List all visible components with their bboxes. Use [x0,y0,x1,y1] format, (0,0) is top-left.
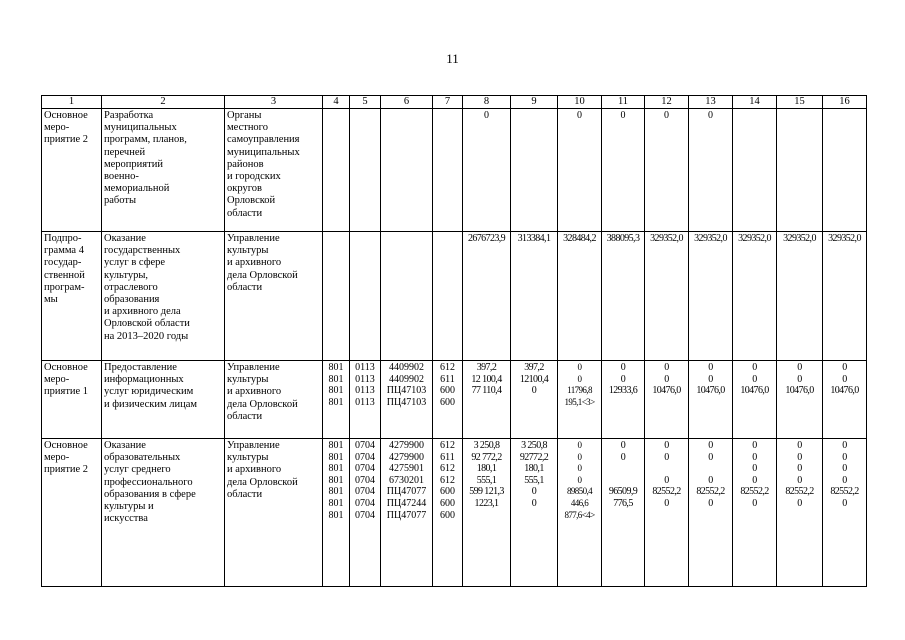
table-cell: 0704 0704 0704 0704 0704 0704 0704 [350,439,381,587]
table-cell: 612 611 612 612 600 600 600 [433,439,463,587]
table-cell: 328484,2 [558,232,602,361]
column-header: 14 [733,96,777,109]
column-header: 2 [102,96,225,109]
table-cell: 801 801 801 801 801 801 801 [323,439,350,587]
table-cell: 329352,0 [645,232,689,361]
table-cell: 397,2 12 100,4 77 110,4 [463,361,511,439]
page-number: 11 [446,51,459,66]
table-cell: 612 611 600 600 [433,361,463,439]
row-type-cell: Основное меро- приятие 2 [42,439,102,587]
table-cell: 0 0 0 0 82552,2 0 [733,439,777,587]
column-header: 10 [558,96,602,109]
table-cell: 0 0 11796,8 195,1<3> [558,361,602,439]
table-cell [433,109,463,232]
row-executor-cell: Управление культуры и архивного дела Орловской области [225,361,323,439]
table-cell: 0 0 10476,0 [777,361,823,439]
column-header: 16 [823,96,867,109]
table-cell: 329352,0 [823,232,867,361]
column-header: 13 [689,96,733,109]
budget-table [41,95,867,587]
row-title-cell: Предоставление информационных услуг юридическим и физическим лицам [102,361,225,439]
table-cell: 4409902 4409902 ПЦ47103 ПЦ47103 [381,361,433,439]
table-row [42,361,867,439]
table-cell: 0 0 0 0 82552,2 0 [777,439,823,587]
column-header: 8 [463,96,511,109]
row-executor-cell: Управление культуры и архивного дела Орловской области [225,232,323,361]
row-title-cell: Разработка муниципальных программ, планов, перечней мероприятий военно- мемориальной работы [102,109,225,232]
table-cell: 329352,0 [733,232,777,361]
table-cell: 3 250,8 92772,2 180,1 555,1 0 0 [511,439,558,587]
table-cell: 0 0 96509,9 776,5 [602,439,645,587]
header-row [42,96,867,109]
column-header: 11 [602,96,645,109]
table-cell: 313384,1 [511,232,558,361]
column-header: 5 [350,96,381,109]
table-cell [350,232,381,361]
table-row [42,109,867,232]
table-cell: 388095,3 [602,232,645,361]
table-cell: 3 250,8 92 772,2 180,1 555,1 599 121,3 1223,1 [463,439,511,587]
table-cell [381,232,433,361]
table-cell: 0 0 10476,0 [689,361,733,439]
column-header: 12 [645,96,689,109]
table-cell: 0 [602,109,645,232]
table-cell [823,109,867,232]
table-cell: 0 0 0 0 89850,4 446,6 877,6<4> [558,439,602,587]
column-header: 3 [225,96,323,109]
column-header: 6 [381,96,433,109]
column-header: 9 [511,96,558,109]
table-cell: 4279900 4279900 4275901 6730201 ПЦ47077 ПЦ47244 ПЦ47077 [381,439,433,587]
row-type-cell: Основное меро- приятие 2 [42,109,102,232]
table-cell: 0 0 10476,0 [645,361,689,439]
column-header: 4 [323,96,350,109]
column-header: 1 [42,96,102,109]
table-cell: 0 [558,109,602,232]
row-title-cell: Оказание образовательных услуг среднего профессионального образования в сфере культуры и искусства [102,439,225,587]
table-cell: 0 0 0 0 82552,2 0 [823,439,867,587]
table-cell: 397,2 12100,4 0 [511,361,558,439]
table-cell [350,109,381,232]
table-cell: 329352,0 [689,232,733,361]
row-executor-cell: Органы местного самоуправления муниципальных районов и городских округов Орловской области [225,109,323,232]
table-cell [511,109,558,232]
table-cell: 0 0 0 82552,2 0 [689,439,733,587]
table-cell: 2676723,9 [463,232,511,361]
table-row [42,232,867,361]
table-cell: 0 [463,109,511,232]
table-cell: 801 801 801 801 [323,361,350,439]
table-cell [381,109,433,232]
table-cell: 0 0 10476,0 [823,361,867,439]
table-cell [433,232,463,361]
column-header: 15 [777,96,823,109]
table-cell: 0 [645,109,689,232]
table-cell: 0113 0113 0113 0113 [350,361,381,439]
row-executor-cell: Управление культуры и архивного дела Орловской области [225,439,323,587]
table-cell [323,109,350,232]
table-row [42,439,867,587]
row-type-cell: Основное меро- приятие 1 [42,361,102,439]
table-cell: 329352,0 [777,232,823,361]
table-cell [323,232,350,361]
table-cell: 0 0 12933,6 [602,361,645,439]
table-cell [733,109,777,232]
column-header: 7 [433,96,463,109]
table-cell: 0 0 10476,0 [733,361,777,439]
table-cell [777,109,823,232]
table-cell: 0 [689,109,733,232]
row-type-cell: Подпро- грамма 4 государ- ственной програм- мы [42,232,102,361]
row-title-cell: Оказание государственных услуг в сфере культуры, отраслевого образования и архивного дела Орловской области на 2013–2020 годы [102,232,225,361]
table-cell: 0 0 0 82552,2 0 [645,439,689,587]
